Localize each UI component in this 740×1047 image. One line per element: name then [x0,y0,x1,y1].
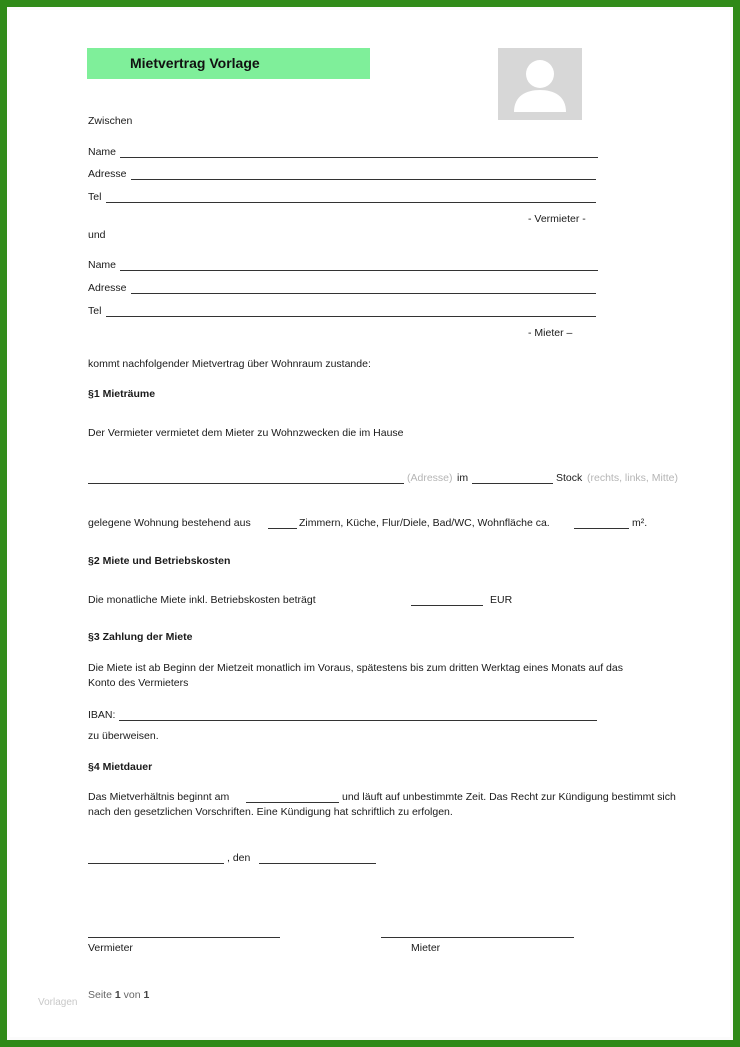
tenant-signature-label: Mieter [411,942,441,954]
tenant-phone-label: Tel [88,305,102,317]
page-word: Seite [88,989,112,1001]
apartment-prefix: gelegene Wohnung bestehend aus [88,517,251,529]
section-1-text: Der Vermieter vermietet dem Mieter zu Wohnzwecken die im Hause [88,427,404,439]
section-4-heading: §4 Mietdauer [88,761,153,773]
place-date-separator: , den [227,852,251,864]
tenant-address-label: Adresse [88,282,127,294]
landlord-address-field[interactable] [131,179,596,180]
section-1-heading: §1 Mieträume [88,388,156,400]
im-label: im [457,472,469,484]
document-title: Mietvertrag Vorlage [130,55,260,71]
place-field[interactable] [88,863,224,864]
intro-sentence: kommt nachfolgender Mietvertrag über Wohnraum zustande: [88,358,371,370]
landlord-name-field[interactable] [120,157,598,158]
house-address-field[interactable] [88,483,404,484]
rent-amount-field[interactable] [411,605,483,606]
page-indicator [88,989,149,1001]
tenant-name-label: Name [88,259,117,271]
stock-hint: (rechts, links, Mitte) [587,472,679,484]
start-date-field[interactable] [246,802,339,803]
between-label: Zwischen [88,115,133,127]
user-silhouette-icon [498,48,582,120]
stock-label: Stock [556,472,583,484]
landlord-name-label: Name [88,146,117,158]
tenant-phone-field[interactable] [106,316,596,317]
and-label: und [88,229,106,241]
date-field[interactable] [259,863,376,864]
area-unit: m². [632,517,648,529]
section-3-text-line1: Die Miete ist ab Beginn der Mietzeit monatlich im Voraus, spätestens bis zum dritten Werktag eines Monats auf das [88,662,623,674]
landlord-signature-line[interactable] [88,937,280,938]
landlord-phone-field[interactable] [106,202,596,203]
section-3-heading: §3 Zahlung der Miete [88,631,193,643]
landlord-signature-label: Vermieter [88,942,133,954]
apartment-rooms-text: Zimmern, Küche, Flur/Diele, Bad/WC, Wohnfläche ca. [299,517,550,529]
section-2-text: Die monatliche Miete inkl. Betriebskosten beträgt [88,594,316,606]
section-3-text-line2: Konto des Vermieters [88,677,189,689]
rooms-count-field[interactable] [268,528,297,529]
tenant-address-field[interactable] [131,293,596,294]
iban-label: IBAN: [88,709,116,721]
section-4-text-line2: nach den gesetzlichen Vorschriften. Eine Kündigung hat schriftlich zu erfolgen. [88,806,453,818]
page-of: von [123,989,141,1001]
page-current: 1 [114,989,121,1001]
section-2-heading: §2 Miete und Betriebskosten [88,555,231,567]
living-area-field[interactable] [574,528,629,529]
watermark-text: Vorlagen [38,997,78,1008]
iban-field[interactable] [119,720,597,721]
tenant-signature-line[interactable] [381,937,574,938]
section-4-text-part1: Das Mietverhältnis beginnt am [88,791,230,803]
landlord-address-label: Adresse [88,168,127,180]
landlord-phone-label: Tel [88,191,102,203]
section-3-closing: zu überweisen. [88,730,159,742]
landlord-role-label: - Vermieter - [528,213,586,225]
currency-label: EUR [490,594,513,606]
tenant-role-label: - Mieter – [528,327,573,339]
floor-field[interactable] [472,483,553,484]
tenant-name-field[interactable] [120,270,598,271]
page-total: 1 [143,989,150,1001]
section-4-text-part2: und läuft auf unbestimmte Zeit. Das Recht zur Kündigung bestimmt sich [342,791,676,803]
address-hint: (Adresse) [407,472,453,484]
